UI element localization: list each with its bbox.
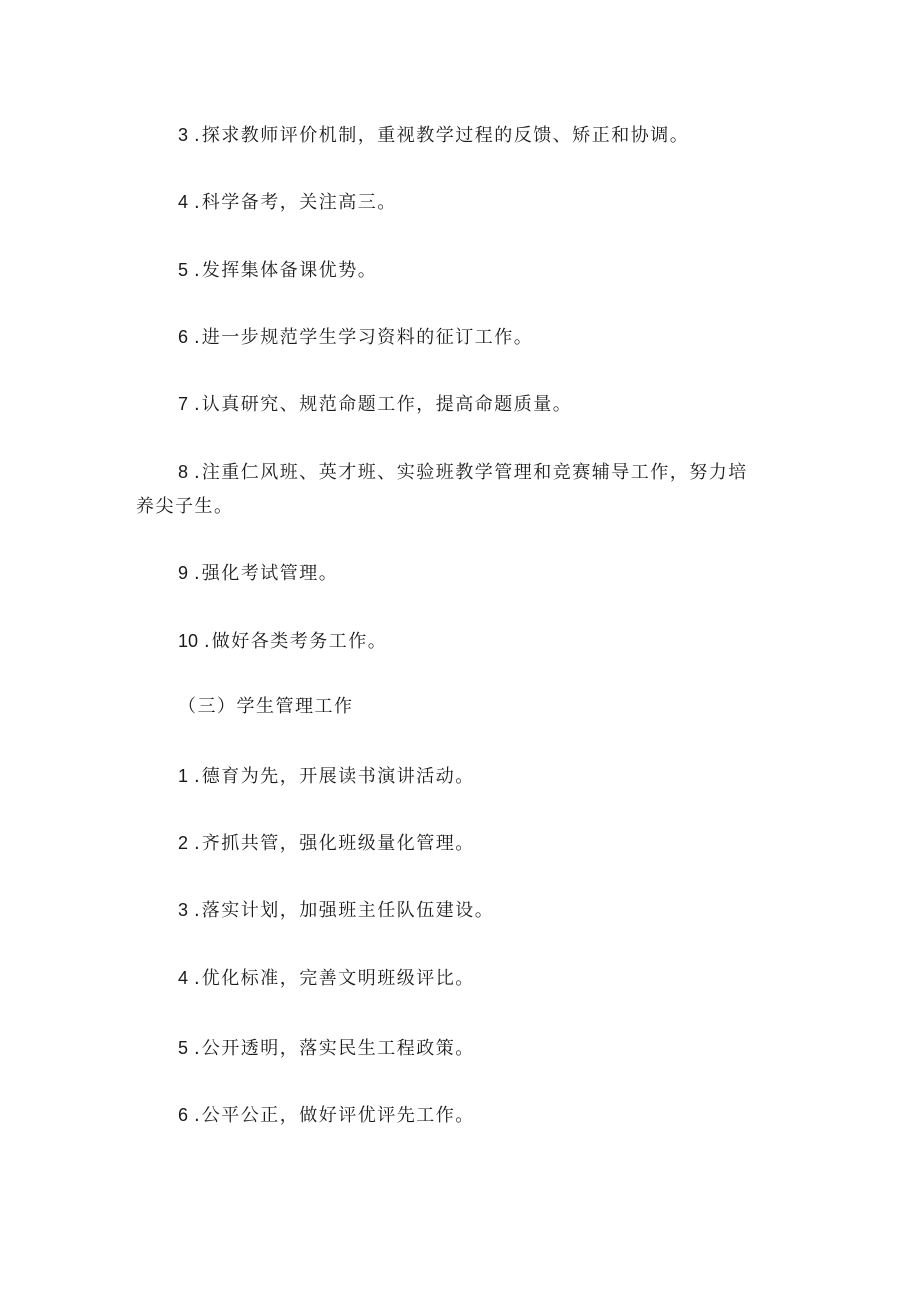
item-text: 公平公正，做好评优评先工作。 [201,1105,475,1126]
item-separator: . [194,833,200,854]
item-number: 5 [178,260,189,280]
item-separator: . [194,327,200,348]
item-text: 进一步规范学生学习资料的征订工作。 [201,327,534,348]
item-number: 1 [178,766,189,786]
item-text: 德育为先，开展读书演讲活动。 [201,766,475,787]
item-number: 4 [178,192,189,212]
item-number: 3 [178,125,189,145]
item-number: 6 [178,327,189,347]
item-text: 强化考试管理。 [201,563,339,584]
item-text: 公开透明，落实民生工程政策。 [201,1038,475,1059]
item-separator: . [194,462,200,483]
item-separator: . [194,1038,200,1059]
item-text: 做好各类考务工作。 [211,631,388,652]
section-heading: （三）学生管理工作 [178,696,354,717]
list-item [178,556,338,591]
list-item [178,387,572,422]
item-separator: . [194,1105,200,1126]
list-item [178,118,689,153]
item-number: 7 [178,394,189,414]
item-first-line [136,455,786,490]
item-separator: . [194,125,200,146]
item-text: 探求教师评价机制，重视教学过程的反馈、矫正和协调。 [201,125,690,146]
item-text: 落实计划，加强班主任队伍建设。 [201,900,495,921]
list-item [136,455,786,524]
item-separator: . [194,968,200,989]
item-number: 3 [178,900,189,920]
list-item [178,893,494,928]
item-number: 10 [178,631,199,651]
item-number: 4 [178,968,189,988]
list-item [178,320,533,355]
list-item [178,961,475,996]
item-text: 认真研究、规范命题工作，提高命题质量。 [201,394,573,415]
item-text: 优化标准，完善文明班级评比。 [201,968,475,989]
list-item [178,253,377,288]
list-item [178,826,475,861]
item-text: 齐抓共管，强化班级量化管理。 [201,833,475,854]
item-text-continued: 养尖子生。 [136,496,234,517]
list-item [178,624,387,659]
item-number: 8 [178,462,189,482]
item-separator: . [194,900,200,921]
item-separator: . [194,563,200,584]
list-item [178,185,397,220]
item-text: 发挥集体备课优势。 [201,260,378,281]
item-separator: . [204,631,210,652]
item-separator: . [194,394,200,415]
item-text: 注重仁风班、英才班、实验班教学管理和竞赛辅导工作，努力培 [201,462,748,483]
list-item [178,1031,475,1066]
item-text: 科学备考，关注高三。 [201,192,397,213]
item-number: 9 [178,563,189,583]
item-separator: . [194,260,200,281]
item-number: 6 [178,1105,189,1125]
item-number: 5 [178,1038,189,1058]
list-item [178,759,475,794]
item-separator: . [194,192,200,213]
list-item [178,1098,475,1133]
item-number: 2 [178,833,189,853]
item-separator: . [194,766,200,787]
